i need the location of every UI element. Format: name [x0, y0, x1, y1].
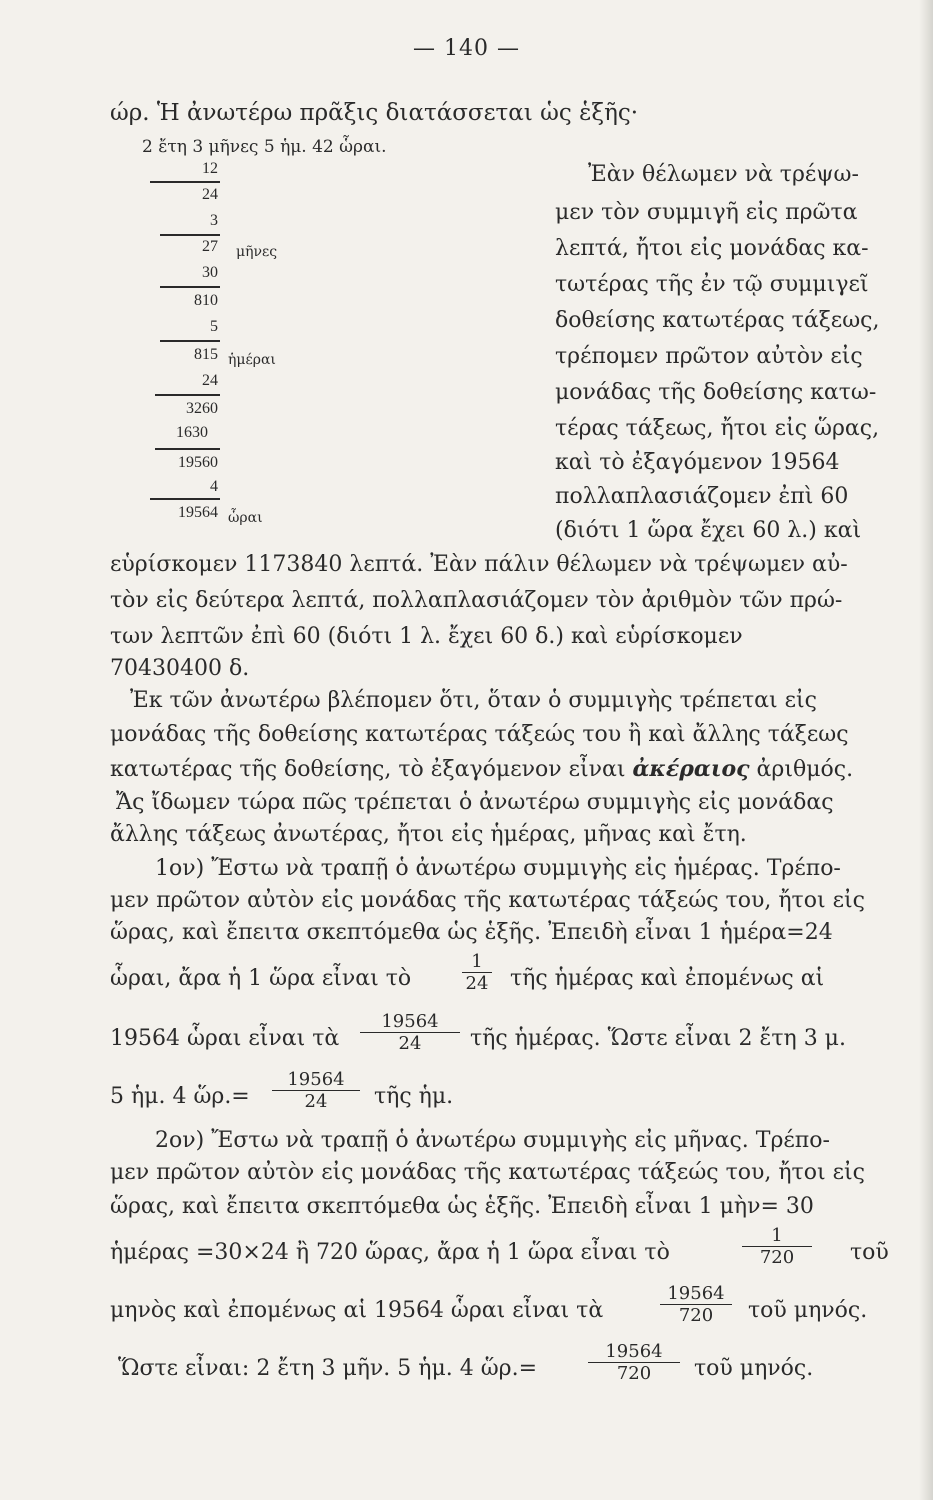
calc-row: 815	[194, 346, 218, 363]
right-line: μεν τὸν συμμιγῆ εἰς πρῶτα	[555, 200, 858, 225]
right-line: καὶ τὸ ἐξαγόμενον 19564	[555, 450, 840, 475]
text-line: Ἄς ἴδωμεν τώρα πῶς τρέπεται ὁ ἀνωτέρω συμμιγὴς εἰς μονάδας	[116, 790, 834, 815]
text-line: τὸν εἰς δεύτερα λεπτά, πολλαπλασιάζομεν τὸν ἀριθμὸν τῶν πρώ-	[110, 588, 843, 613]
fraction-denominator: 720	[588, 1362, 680, 1385]
fraction-denominator: 24	[272, 1090, 360, 1113]
calc-rule	[150, 181, 220, 183]
text-line: ἄλλης τάξεως ἀνωτέρας, ἤτοι εἰς ἡμέρας, μῆνας καὶ ἔτη.	[110, 822, 747, 847]
calc-rule	[150, 498, 220, 500]
text-span: τῆς ἡμ.	[374, 1084, 454, 1109]
text-span: τῆς ἡμέρας καὶ ἐπομένως αἱ	[510, 966, 825, 991]
fraction-denominator: 24	[462, 972, 492, 995]
calc-rule	[155, 394, 220, 396]
calc-row: 24	[202, 186, 218, 203]
emphasis-word: ἀκέραιος	[632, 756, 750, 782]
calc-first-line: 2 ἔτη 3 μῆνες 5 ἡμ. 42 ὧραι.	[142, 137, 387, 157]
fraction	[660, 1284, 732, 1327]
text-span: 5 ἡμ. 4 ὥρ.=	[110, 1084, 250, 1109]
text-span: 19564 ὧραι εἶναι τὰ	[110, 1026, 340, 1051]
text-line: 2ον) Ἔστω νὰ τραπῇ ὁ ἀνωτέρω συμμιγὴς εἰς μῆνας. Τρέπο-	[155, 1128, 830, 1153]
calc-row: 30	[202, 264, 218, 281]
right-line: λεπτά, ἤτοι εἰς μονάδας κα-	[555, 236, 869, 261]
text-span: Ὥστε εἶναι: 2 ἔτη 3 μῆν. 5 ἡμ. 4 ὥρ.=	[118, 1356, 538, 1381]
text-span: τῆς ἡμέρας. Ὥστε εἶναι 2 ἔτη 3 μ.	[470, 1026, 846, 1051]
calc-rule	[155, 448, 220, 450]
calc-row: 19560	[178, 454, 218, 471]
text-span: ὧραι, ἄρα ἡ 1 ὥρα εἶναι τὸ	[110, 966, 412, 991]
fraction-numerator: 1	[471, 951, 483, 972]
calc-row: 5	[210, 318, 218, 335]
text-line: μονάδας τῆς δοθείσης κατωτέρας τάξεώς του ἢ καὶ ἄλλης τάξεως	[110, 722, 849, 747]
fraction	[742, 1226, 812, 1269]
text-span: μηνὸς καὶ ἐπομένως αἱ 19564 ὧραι εἶναι τὰ	[110, 1298, 604, 1323]
calc-row: 3260	[186, 400, 218, 417]
text-span: ἀριθμός.	[756, 757, 854, 782]
fraction	[272, 1070, 360, 1113]
calc-row: 3	[210, 212, 218, 229]
calc-rule	[160, 340, 220, 342]
right-line: μονάδας τῆς δοθείσης κατω-	[555, 380, 877, 405]
calc-row: 810	[194, 292, 218, 309]
right-line: δοθείσης κατωτέρας τάξεως,	[555, 308, 880, 333]
calc-rule	[160, 286, 220, 288]
text-line: ὥρας, καὶ ἔπειτα σκεπτόμεθα ὡς ἑξῆς. Ἐπειδὴ εἶναι 1 ἡμέρα=24	[110, 920, 833, 945]
calc-rule	[160, 234, 220, 236]
text-span: ἡμέρας =30×24 ἢ 720 ὥρας, ἄρα ἡ 1 ὥρα εἶναι τὸ	[110, 1240, 670, 1265]
fraction-numerator: 19564	[667, 1283, 725, 1304]
fraction-numerator: 19564	[605, 1341, 663, 1362]
text-line: μεν πρῶτον αὐτὸν εἰς μονάδας τῆς κατωτέρας τάξεώς του, ἤτοι εἰς	[110, 888, 865, 913]
right-line: τωτέρας τῆς ἐν τῷ συμμιγεῖ	[555, 272, 869, 297]
calc-row: 19564	[178, 504, 218, 521]
calc-row: 24	[202, 372, 218, 389]
right-line: τρέπομεν πρῶτον αὐτὸν εἰς	[555, 344, 863, 369]
right-line: πολλαπλασιάζομεν ἐπὶ 60	[555, 484, 849, 509]
text-line	[110, 756, 853, 783]
text-line: Ἐκ τῶν ἀνωτέρω βλέπομεν ὅτι, ὅταν ὁ συμμιγὴς τρέπεται εἰς	[130, 688, 817, 713]
text-line: των λεπτῶν ἐπὶ 60 (διότι 1 λ. ἔχει 60 δ.) καὶ εὑρίσκομεν	[110, 624, 743, 649]
calc-row: 1630	[176, 424, 208, 441]
fraction-denominator: 720	[660, 1304, 732, 1327]
fraction-denominator: 24	[360, 1032, 460, 1055]
right-line: τέρας τάξεως, ἤτοι εἰς ὥρας,	[555, 416, 880, 441]
text-line: ὥρας, καὶ ἔπειτα σκεπτόμεθα ὡς ἑξῆς. Ἐπειδὴ εἶναι 1 μὴν= 30	[110, 1194, 814, 1219]
unit-days: ἡμέραι	[228, 352, 276, 368]
text-span: τοῦ μηνός.	[694, 1356, 814, 1381]
fraction-numerator: 19564	[381, 1011, 439, 1032]
unit-hours: ὧραι	[228, 510, 263, 526]
calc-row: 12	[202, 160, 218, 177]
text-line: 1ον) Ἔστω νὰ τραπῇ ὁ ἀνωτέρω συμμιγὴς εἰς ἡμέρας. Τρέπο-	[155, 856, 841, 881]
right-line: Ἐὰν θέλωμεν νὰ τρέψω-	[588, 162, 859, 187]
fraction	[360, 1012, 460, 1055]
fraction-numerator: 1	[771, 1225, 783, 1246]
fraction	[588, 1342, 680, 1385]
text-line: μεν πρῶτον αὐτὸν εἰς μονάδας τῆς κατωτέρας τάξεώς του, ἤτοι εἰς	[110, 1160, 865, 1185]
fraction-numerator: 19564	[287, 1069, 345, 1090]
fraction-denominator: 720	[742, 1246, 812, 1269]
fraction	[462, 952, 492, 995]
page-edge-shadow	[919, 0, 933, 1500]
text-span: τοῦ μηνός.	[748, 1298, 868, 1323]
calc-row: 4	[210, 478, 218, 495]
right-line: (διότι 1 ὥρα ἔχει 60 λ.) καὶ	[555, 518, 862, 543]
header-line: ώρ. Ἡ ἀνωτέρω πρᾶξις διατάσσεται ὡς ἑξῆς·	[110, 100, 639, 126]
calc-row: 27	[202, 238, 218, 255]
text-span: κατωτέρας τῆς δοθείσης, τὸ ἐξαγόμενον εἶναι	[110, 757, 626, 782]
text-line: 70430400 δ.	[110, 656, 250, 681]
unit-months: μῆνες	[236, 244, 278, 260]
text-span: τοῦ	[850, 1240, 889, 1265]
page-number: — 140 —	[413, 36, 520, 61]
text-line: εὑρίσκομεν 1173840 λεπτά. Ἐὰν πάλιν θέλωμεν νὰ τρέψωμεν αὐ-	[110, 552, 848, 577]
